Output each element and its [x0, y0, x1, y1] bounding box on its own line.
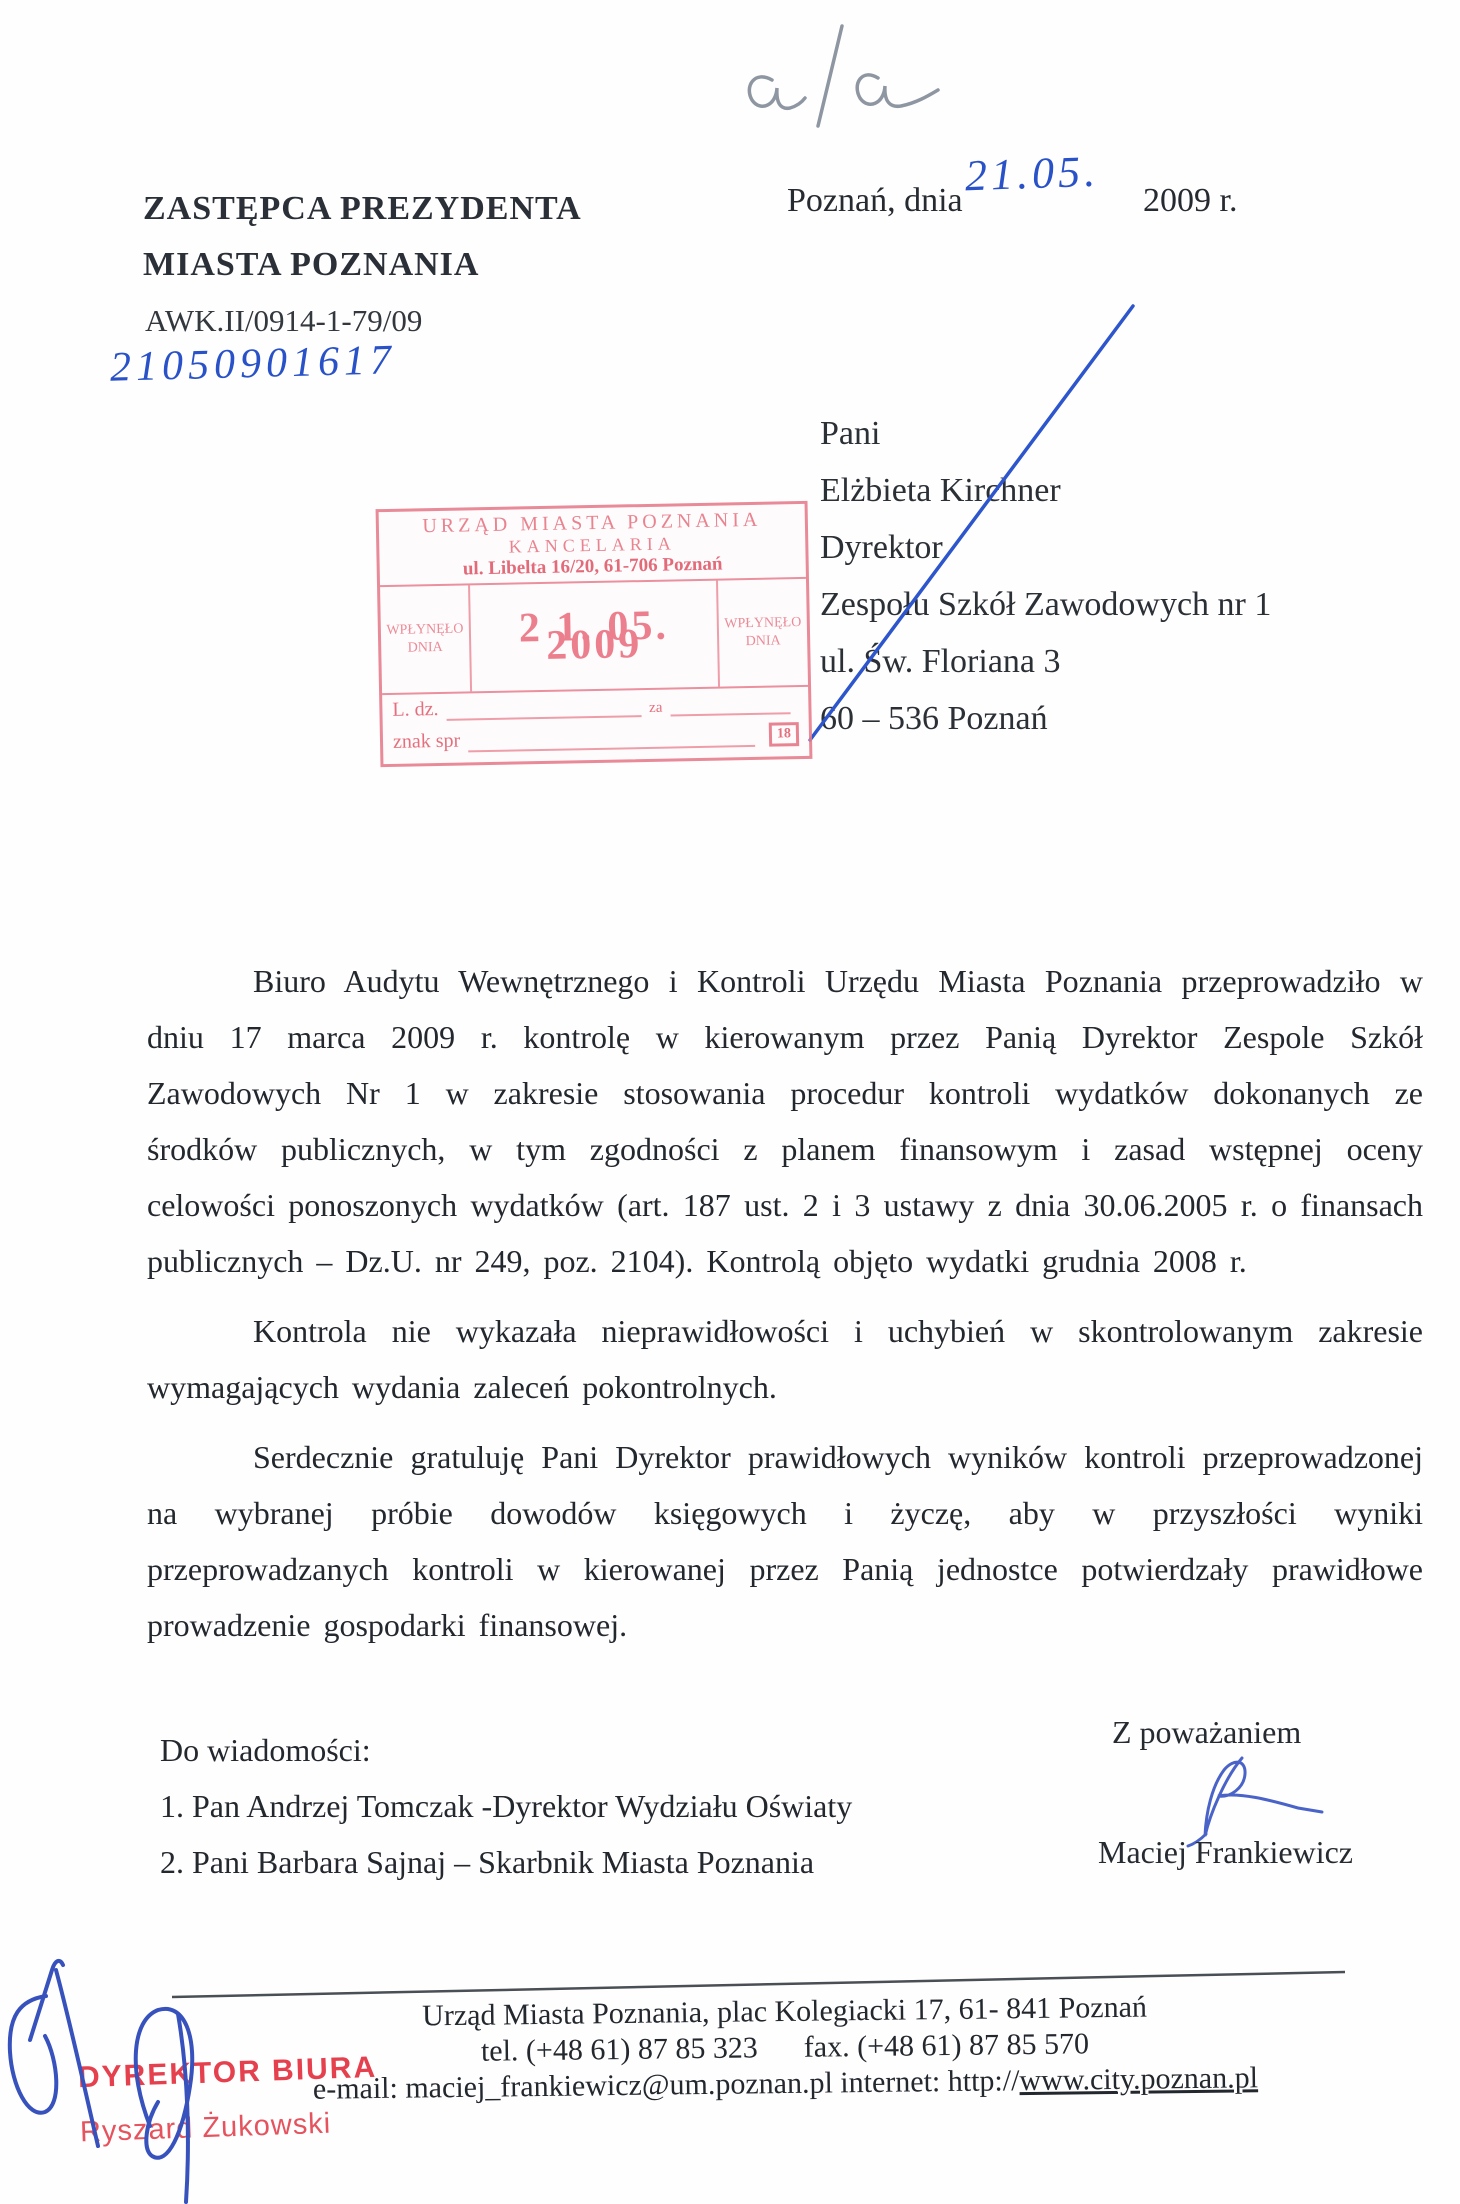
cc-heading: Do wiadomości:: [160, 1732, 371, 1768]
body-paragraph-2: Kontrola nie wykazała nieprawidłowości i uchybień w skontrolowanym zakresie wymagających wydania zaleceń pokontrolnych.: [147, 1313, 1423, 1405]
cc-item-2: 2. Pani Barbara Sajnaj – Skarbnik Miasta Poznania: [160, 1844, 815, 1880]
handwritten-register-number: 21050901617: [109, 337, 397, 391]
stamp-office-name: URZĄD MIASTA POZNANIA: [422, 508, 762, 538]
reference-number: AWK.II/0914-1-79/09: [145, 303, 423, 338]
sender-title-line2: MIASTA POZNANIA: [143, 246, 480, 283]
recipient-line-salutation: Pani: [820, 415, 881, 452]
approval-stamp-title: DYREKTOR BIURA: [77, 2050, 378, 2095]
footer-internet-prefix: internet: http://: [840, 2064, 1020, 2100]
recipient-line-institution: Zespołu Szkół Zawodowych nr 1: [820, 586, 1272, 623]
recipient-line-street: ul. Św. Floriana 3: [820, 643, 1061, 680]
footer-email: e-mail: maciej_frankiewicz@um.poznan.pl: [312, 2066, 833, 2106]
body-paragraph-3: Serdecznie gratuluję Pani Dyrektor prawidłowych wyników kontroli przeprowadzonej na wybranej próbie dowodów księgowych i życzę, aby w przyszłości wyniki przeprowadzanych kontroli w kierowanej przez Panią jednostce potwierdzały prawidłowe prowadzenie gospodarki finansowej.: [147, 1439, 1423, 1643]
footer-fax: fax. (+48 61) 87 85 570: [803, 2027, 1090, 2064]
stamp-za-label: za: [648, 699, 663, 716]
stamp-box-number: 18: [769, 722, 799, 747]
stamp-received-label-right: WPŁYNĘŁO DNIA: [716, 579, 808, 687]
date-year: 2009 r.: [1143, 182, 1238, 219]
stamp-office-address: ul. Libelta 16/20, 61-706 Poznań: [462, 553, 723, 580]
cc-item-1: 1. Pan Andrzej Tomczak -Dyrektor Wydziału Oświaty: [160, 1788, 853, 1824]
stamp-znak-label: znak spr: [392, 729, 461, 753]
stamp-received-label-left: WPŁYNĘŁO DNIA: [380, 585, 472, 693]
footer-address: Urząd Miasta Poznania, plac Kolegiacki 17, 61- 841 Poznań: [421, 1990, 1148, 2033]
recipient-line-name: Elżbieta Kirchner: [820, 472, 1061, 509]
closing-phrase: Z poważaniem: [1112, 1714, 1302, 1750]
recipient-line-city: 60 – 536 Poznań: [820, 700, 1048, 737]
footer-internet-url: www.city.poznan.pl: [1019, 2061, 1259, 2098]
footer-tel: tel. (+48 61) 87 85 323: [480, 2031, 759, 2068]
date-place-prefix: Poznań, dnia: [787, 182, 963, 219]
sender-title-line1: ZASTĘPCA PREZYDENTA: [143, 190, 582, 227]
recipient-line-position: Dyrektor: [820, 529, 943, 566]
stamp-office-unit: KANCELARIA: [508, 533, 676, 557]
stamp-received-date: 2 1. 05. 2009: [518, 602, 670, 669]
stamp-ldz-label: L. dz.: [392, 698, 439, 721]
handwritten-date: 21.05.: [964, 146, 1100, 201]
approval-stamp-name: Ryszard Żukowski: [79, 2107, 332, 2149]
signatory-name: Maciej Frankiewicz: [1098, 1834, 1353, 1870]
body-paragraph-1: Biuro Audytu Wewnętrznego i Kontroli Urzędu Miasta Poznania przeprowadziło w dniu 17 marca 2009 r. kontrolę w kierowanym przez Panią Dyrektor Zespole Szkół Zawodowych Nr 1 w zakresie stosowania procedur kontroli wydatków dokonanych ze środków publicznych, w tym zgodności z planem finansowym i zasad wstępnej oceny celowości ponoszonych wydatków (art. 187 ust. 2 i 3 ustawy z dnia 30.06.2005 r. o finansach publicznych – Dz.U. nr 249, poz. 2104). Kontrolą objęto wydatki grudnia 2008 r.: [147, 963, 1423, 1279]
footer-block: [219, 1987, 1350, 2109]
zukowski-signature-handwriting: [0, 1940, 280, 2204]
